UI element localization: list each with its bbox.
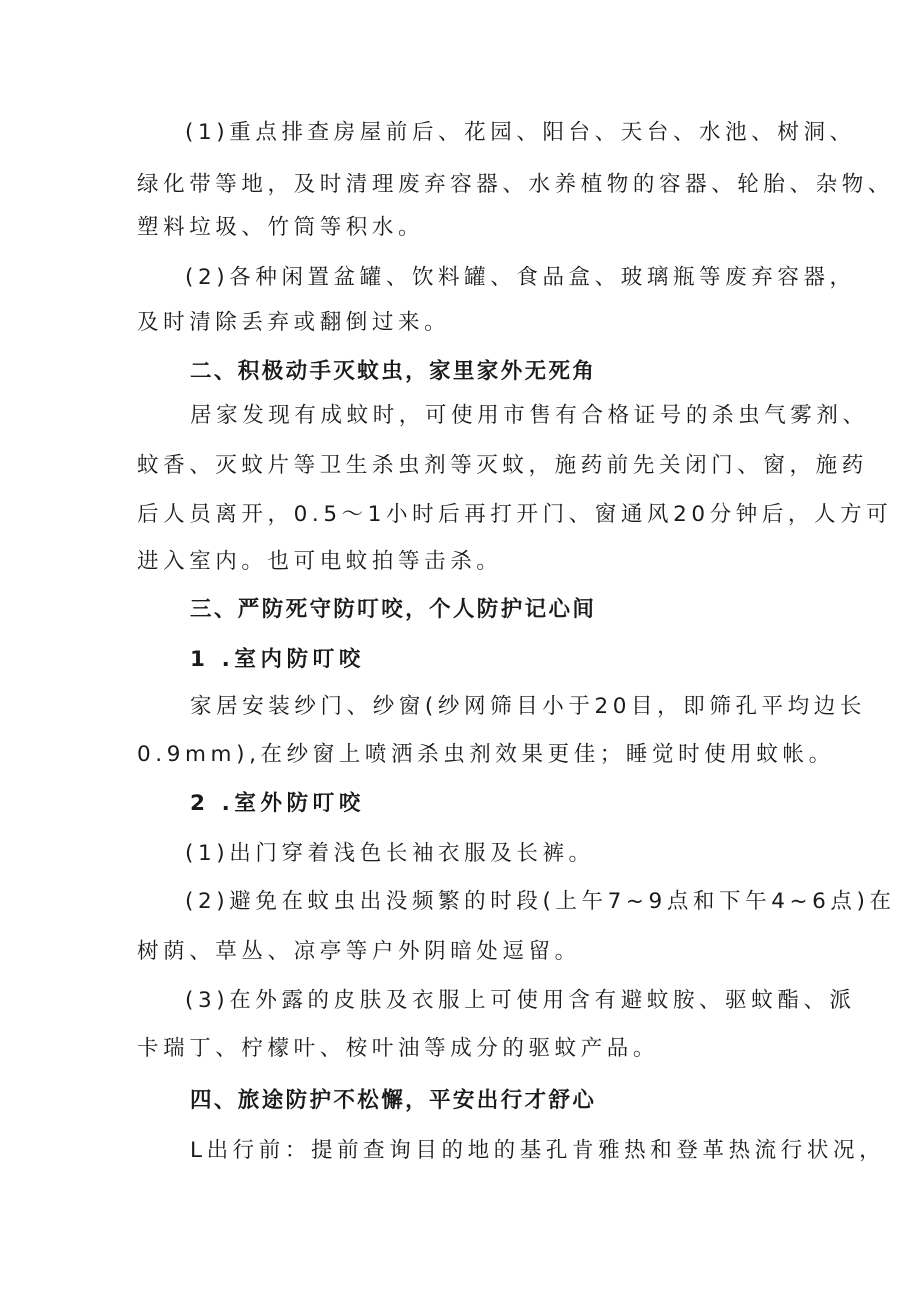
paragraph-line: (2)避免在蚊虫出没频繁的时段(上午7~9点和下午4~6点)在 — [185, 889, 896, 914]
paragraph-line: 后人员离开，0.5～1小时后再打开门、窗通风20分钟后，人方可 — [137, 502, 893, 527]
paragraph-line: 及时清除丢弃或翻倒过来。 — [137, 310, 451, 335]
paragraph-line: 进入室内。也可电蚊拍等击杀。 — [137, 549, 503, 574]
paragraph-line: (3)在外露的皮肤及衣服上可使用含有避蚊胺、驱蚊酯、派 — [185, 988, 856, 1013]
paragraph-line: 蚊香、灭蚊片等卫生杀虫剂等灭蚊，施药前先关闭门、窗，施药 — [137, 453, 868, 478]
section-heading: 四、旅途防护不松懈，平安出行才舒心 — [190, 1088, 597, 1113]
paragraph-line: 树荫、草丛、凉亭等户外阴暗处逗留。 — [137, 939, 581, 964]
paragraph-line: 绿化带等地，及时清理废弃容器、水养植物的容器、轮胎、杂物、 — [137, 172, 894, 197]
subsection-heading: 2 .室外防叮咬 — [190, 791, 365, 816]
paragraph-line: 0.9mm),在纱窗上喷洒杀虫剂效果更佳；睡觉时使用蚊帐。 — [137, 742, 835, 767]
paragraph-line: 卡瑞丁、柠檬叶、桉叶油等成分的驱蚊产品。 — [137, 1036, 660, 1061]
paragraph-line: 居家发现有成蚊时，可使用市售有合格证号的杀虫气雾剂、 — [190, 403, 869, 428]
paragraph-line: (2)各种闲置盆罐、饮料罐、食品盒、玻璃瓶等废弃容器， — [185, 265, 856, 290]
paragraph-line: L出行前：提前查询目的地的基孔肯雅热和登革热流行状况， — [190, 1138, 886, 1163]
paragraph-line: (1)重点排查房屋前后、花园、阳台、天台、水池、树洞、 — [185, 120, 856, 145]
paragraph-line: 家居安装纱门、纱窗(纱网筛目小于20目，即筛孔平均边长 — [190, 694, 866, 719]
paragraph-line: 塑料垃圾、竹筒等积水。 — [137, 215, 425, 240]
subsection-heading: 1 .室内防叮咬 — [190, 647, 365, 672]
section-heading: 三、严防死守防叮咬，个人防护记心间 — [190, 597, 597, 622]
section-heading: 二、积极动手灭蚊虫，家里家外无死角 — [190, 359, 597, 384]
paragraph-line: (1)出门穿着浅色长袖衣服及长裤。 — [185, 841, 595, 866]
